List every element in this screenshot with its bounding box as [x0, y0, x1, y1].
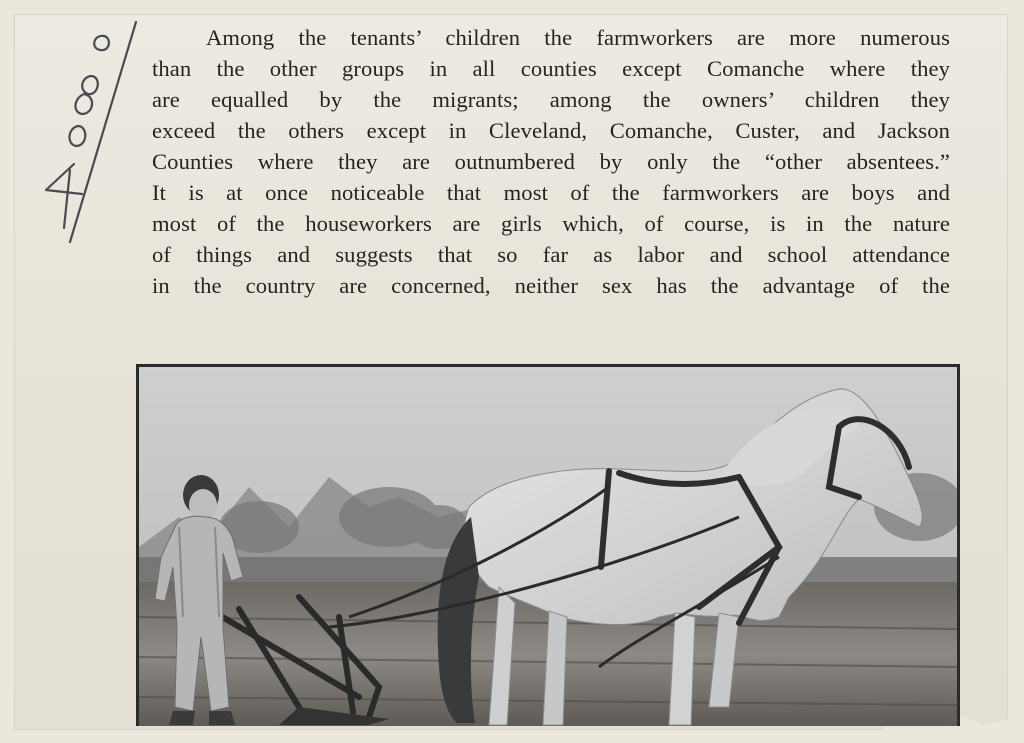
handwritten-annotation [24, 14, 144, 254]
article-line: than the other groups in all counties except Comanche where they [152, 56, 950, 81]
article-line: most of the houseworkers are girls which, of course, is in the nature [152, 211, 950, 236]
article-line: are equalled by the migrants; among the owners’ children they [152, 87, 950, 112]
article-line: Among the tenants’ children the farmworkers are more numerous [206, 25, 950, 50]
article-line: Counties where they are outnumbered by only the “other absentees.” [152, 149, 950, 174]
photo-frame [136, 364, 960, 726]
article-line: exceed the others except in Cleveland, Comanche, Custer, and Jackson [152, 118, 950, 143]
article-line: of things and suggests that so far as labor and school attendance [152, 242, 950, 267]
article-line: in the country are concerned, neither sex has the advantage of the [152, 273, 950, 298]
article-text [152, 22, 950, 301]
plowing-photo [139, 367, 957, 726]
article-line: It is at once noticeable that most of the farmworkers are boys and [152, 180, 950, 205]
